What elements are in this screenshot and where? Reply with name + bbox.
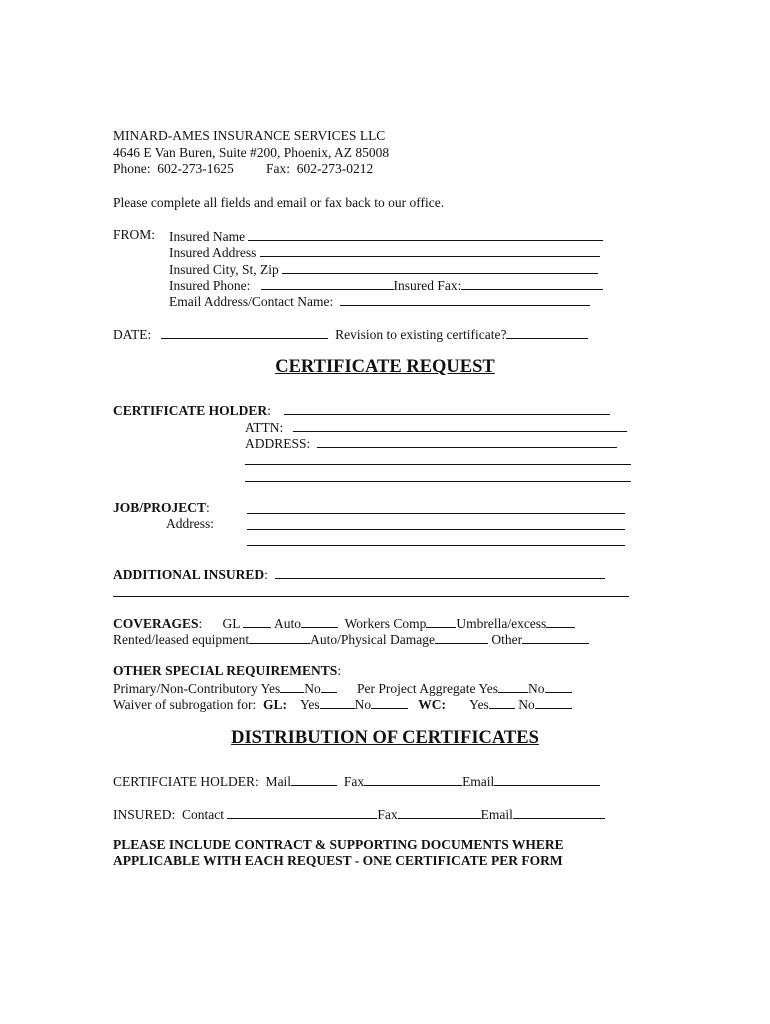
aggregate-yes-field[interactable]: [498, 679, 528, 693]
additional-insured-line-2[interactable]: [113, 596, 629, 597]
holder-fax-label: Fax: [343, 774, 365, 789]
insured-address-field[interactable]: [260, 243, 600, 257]
email-contact-row: [169, 292, 590, 310]
holder-address-line-3[interactable]: [245, 481, 631, 482]
job-field[interactable]: [247, 513, 625, 514]
insured-address-label: Insured Address: [169, 245, 257, 260]
insured-address-row: [169, 243, 600, 261]
company-name: MINARD-AMES INSURANCE SERVICES LLC: [113, 128, 386, 143]
waiver-gl-no-label: No: [354, 697, 372, 712]
distribution-title: DISTRIBUTION OF CERTIFICATES: [231, 728, 539, 748]
primary-no-field[interactable]: [321, 679, 337, 693]
holder-mail-label: CERTIFCIATE HOLDER: Mail: [113, 774, 292, 789]
revision-field[interactable]: [506, 325, 588, 339]
insured-city-label: Insured City, St, Zip: [169, 262, 279, 277]
holder-fax-field[interactable]: [364, 772, 462, 786]
rented-label: Rented/leased equipment: [113, 632, 250, 647]
distribution-insured-row: [113, 805, 605, 823]
insured-phone-label: Insured Phone:: [169, 278, 251, 293]
insured-email-dist-field[interactable]: [513, 805, 605, 819]
insured-email-dist-label: Email: [480, 807, 513, 822]
holder-row: CERTIFICATE HOLDER:: [113, 401, 610, 419]
waiver-gl-yes-field[interactable]: [320, 695, 355, 709]
waiver-wc-no-field[interactable]: [535, 695, 572, 709]
attn-label: ATTN:: [245, 420, 284, 435]
insured-name-label: Insured Name: [169, 229, 246, 244]
attn-field[interactable]: [293, 418, 627, 432]
waiver-gl-yes-label: Yes: [300, 697, 320, 712]
notice-line-2: APPLICABLE WITH EACH REQUEST - ONE CERTIFICATE PER FORM: [113, 853, 563, 868]
primary-yes-field[interactable]: [280, 679, 304, 693]
aggregate-no-label: No: [528, 681, 545, 696]
waiver-wc-yes-field[interactable]: [489, 695, 515, 709]
gl-label: GL: [222, 616, 241, 631]
aggregate-no-field[interactable]: [545, 679, 572, 693]
other-label: Other: [491, 632, 523, 647]
job-address-label: Address:: [166, 516, 214, 531]
insured-contact-label: INSURED: Contact: [113, 807, 224, 822]
email-contact-label: Email Address/Contact Name:: [169, 294, 334, 309]
company-fax: Fax: 602-273-0212: [266, 161, 374, 176]
insured-name-field[interactable]: [248, 227, 603, 241]
distribution-holder-row: [113, 772, 600, 790]
primary-label: Primary/Non-Contributory Yes: [113, 681, 281, 696]
job-address-field-2[interactable]: [247, 545, 625, 546]
company-address: 4646 E Van Buren, Suite #200, Phoenix, AZ 85008: [113, 145, 390, 160]
aggregate-label: Per Project Aggregate Yes: [357, 681, 498, 696]
special-row-2: [113, 695, 572, 713]
waiver-gl-label: GL:: [263, 697, 288, 712]
job-row: JOB/PROJECT:: [113, 500, 210, 515]
holder-email-field[interactable]: [494, 772, 600, 786]
date-label: DATE:: [113, 327, 152, 342]
holder-address-row: [245, 434, 617, 452]
insured-fax-label: Insured Fax:: [393, 278, 462, 293]
auto-physical-label: Auto/Physical Damage: [310, 632, 435, 647]
company-phone: Phone: 602-273-1625: [113, 161, 234, 176]
additional-insured-field[interactable]: [275, 565, 605, 579]
auto-label: Auto: [274, 616, 302, 631]
primary-no-label: No: [304, 681, 321, 696]
date-row: [113, 325, 588, 343]
coverages-row-1: COVERAGES: GL Auto Workers Comp Umbrella/excess: [113, 614, 575, 632]
holder-label: CERTIFICATE HOLDER: [113, 403, 268, 418]
special-label: OTHER SPECIAL REQUIREMENTS: [113, 663, 338, 678]
gl-field[interactable]: [243, 614, 271, 628]
waiver-wc-label: WC:: [418, 697, 447, 712]
umbrella-field[interactable]: [546, 614, 575, 628]
job-label: JOB/PROJECT: [113, 500, 207, 515]
job-address-field[interactable]: [247, 529, 625, 530]
additional-insured-row: ADDITIONAL INSURED:: [113, 565, 605, 583]
holder-address-line-2[interactable]: [245, 464, 631, 465]
from-label: FROM:: [113, 227, 156, 242]
instructions: Please complete all fields and email or fax back to our office.: [113, 195, 445, 210]
insured-fax-field[interactable]: [461, 276, 603, 290]
insured-phone-field[interactable]: [261, 276, 394, 290]
holder-address-label: ADDRESS:: [245, 436, 311, 451]
certificate-request-title: CERTIFICATE REQUEST: [275, 357, 495, 377]
insured-city-field[interactable]: [282, 260, 598, 274]
coverages-row-2: [113, 630, 589, 648]
auto-physical-field[interactable]: [435, 630, 488, 644]
umbrella-label: Umbrella/excess: [456, 616, 547, 631]
waiver-wc-yes-label: Yes: [469, 697, 489, 712]
date-field[interactable]: [161, 325, 328, 339]
waiver-wc-no-label: No: [518, 697, 535, 712]
holder-email-label: Email: [462, 774, 495, 789]
rented-field[interactable]: [249, 630, 310, 644]
holder-field[interactable]: [284, 401, 610, 415]
insured-fax-dist-label: Fax: [377, 807, 398, 822]
special-row-label: OTHER SPECIAL REQUIREMENTS:: [113, 663, 342, 678]
other-field[interactable]: [522, 630, 589, 644]
revision-label: Revision to existing certificate?: [335, 327, 507, 342]
holder-mail-field[interactable]: [291, 772, 337, 786]
auto-field[interactable]: [301, 614, 338, 628]
coverages-label: COVERAGES: [113, 616, 199, 631]
waiver-gl-no-field[interactable]: [371, 695, 408, 709]
workers-comp-field[interactable]: [426, 614, 456, 628]
holder-address-field[interactable]: [317, 434, 617, 448]
insured-contact-field[interactable]: [227, 805, 377, 819]
notice-line-1: PLEASE INCLUDE CONTRACT & SUPPORTING DOCUMENTS WHERE: [113, 837, 564, 852]
waiver-label: Waiver of subrogation for:: [113, 697, 257, 712]
additional-insured-label: ADDITIONAL INSURED: [113, 567, 265, 582]
workers-comp-label: Workers Comp: [344, 616, 427, 631]
email-contact-field[interactable]: [340, 292, 590, 306]
insured-fax-dist-field[interactable]: [398, 805, 481, 819]
